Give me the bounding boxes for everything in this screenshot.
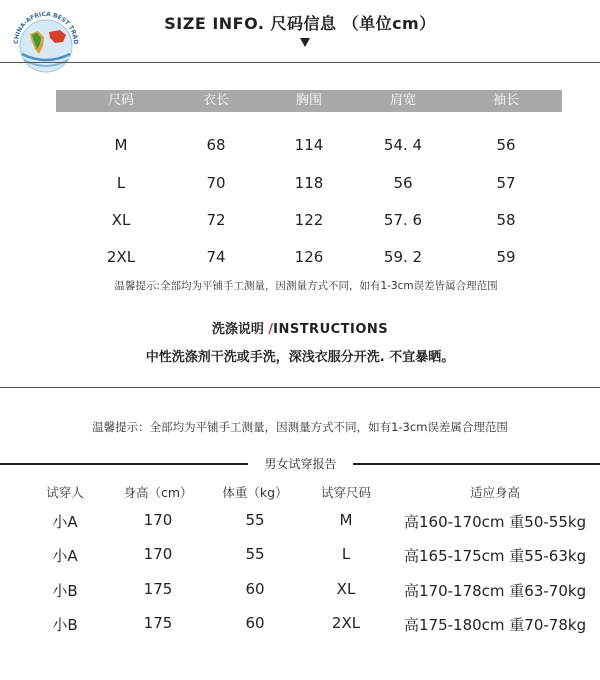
- report-cell: 2XL: [331, 614, 361, 632]
- washing-title-cn: 洗涤说明: [211, 322, 264, 337]
- report-rule-left: [0, 463, 248, 465]
- report-cell: 60: [245, 580, 265, 598]
- report-cell: M: [339, 511, 353, 529]
- report-header-cell: 体重（kg）: [222, 485, 288, 500]
- report-cell: L: [341, 545, 351, 563]
- top-divider: [0, 62, 600, 63]
- report-cell: XL: [336, 580, 356, 598]
- size-cell: 70: [206, 174, 226, 192]
- down-arrow-icon: [300, 38, 310, 47]
- size-header-cell: 胸围: [295, 93, 322, 108]
- size-table-row: [56, 208, 562, 232]
- measurement-note-bottom: 温馨提示：全部均为平铺手工测量，因测量方式不同，如有1-3cm误差属合理范围: [92, 420, 508, 434]
- size-table-row: [56, 245, 562, 269]
- report-header-cell: 试穿人: [46, 485, 84, 500]
- washing-title-slash: /: [268, 322, 274, 337]
- size-header-cell: 尺码: [107, 93, 134, 108]
- size-cell: L: [116, 174, 126, 192]
- report-cell: 高160-170cm 重50-55kg: [404, 513, 587, 531]
- report-cell: 小A: [52, 547, 78, 565]
- size-header-cell: 袖长: [492, 93, 519, 108]
- size-cell: 57. 6: [383, 211, 423, 229]
- size-cell: M: [114, 136, 128, 154]
- size-cell: 68: [206, 136, 226, 154]
- size-cell: XL: [111, 211, 131, 229]
- size-cell: 72: [206, 211, 226, 229]
- size-cell: 122: [294, 211, 324, 229]
- size-header-cell: 衣长: [202, 93, 229, 108]
- report-cell: 小A: [52, 513, 78, 531]
- page-title: SIZE INFO. 尺码信息 （单位cm）: [164, 14, 436, 33]
- report-cell: 高165-175cm 重55-63kg: [404, 547, 587, 565]
- report-cell: 170: [143, 511, 173, 529]
- size-cell: 59: [496, 248, 516, 266]
- report-cell: 175: [143, 614, 173, 632]
- size-cell: 58: [496, 211, 516, 229]
- size-cell: 74: [206, 248, 226, 266]
- measurement-note: 温馨提示:全部均为平铺手工测量，因测量方式不同，如有1-3cm误差皆属合理范围: [114, 280, 498, 292]
- report-header-cell: 试穿尺码: [320, 485, 371, 500]
- report-cell: 高175-180cm 重70-78kg: [404, 616, 587, 634]
- size-table-row: [56, 133, 562, 157]
- size-cell: 2XL: [106, 248, 136, 266]
- size-table-header: [56, 90, 562, 112]
- size-cell: 54. 4: [383, 136, 423, 154]
- report-cell: 小B: [52, 582, 78, 600]
- size-table-row: [56, 171, 562, 195]
- size-cell: 114: [294, 136, 324, 154]
- size-cell: 56: [393, 174, 413, 192]
- size-cell: 59. 2: [383, 248, 423, 266]
- report-title: 男女试穿报告: [264, 457, 337, 471]
- report-cell: 170: [143, 545, 173, 563]
- size-cell: 118: [294, 174, 324, 192]
- report-header-cell: 身高（cm）: [123, 485, 193, 500]
- report-cell: 55: [245, 511, 265, 529]
- size-cell: 56: [496, 136, 516, 154]
- washing-text: 中性洗涤剂干洗或手洗，深浅衣服分开洗. 不宜暴晒。: [145, 350, 455, 365]
- report-cell: 55: [245, 545, 265, 563]
- size-cell: 57: [496, 174, 516, 192]
- size-cell: 126: [294, 248, 324, 266]
- washing-title: [0, 318, 600, 337]
- size-header-cell: 肩宽: [389, 93, 416, 108]
- report-rule-right: [353, 463, 600, 465]
- middle-divider: [0, 387, 600, 388]
- report-cell: 小B: [52, 616, 78, 634]
- washing-title-en: INSTRUCTIONS: [273, 322, 389, 337]
- report-cell: 高170-178cm 重63-70kg: [404, 582, 587, 600]
- logo-text: CHINA-AFRICA BEST TRAD: [12, 10, 80, 45]
- report-cell: 175: [143, 580, 173, 598]
- report-cell: 60: [245, 614, 265, 632]
- report-header-cell: 适应身高: [469, 485, 520, 500]
